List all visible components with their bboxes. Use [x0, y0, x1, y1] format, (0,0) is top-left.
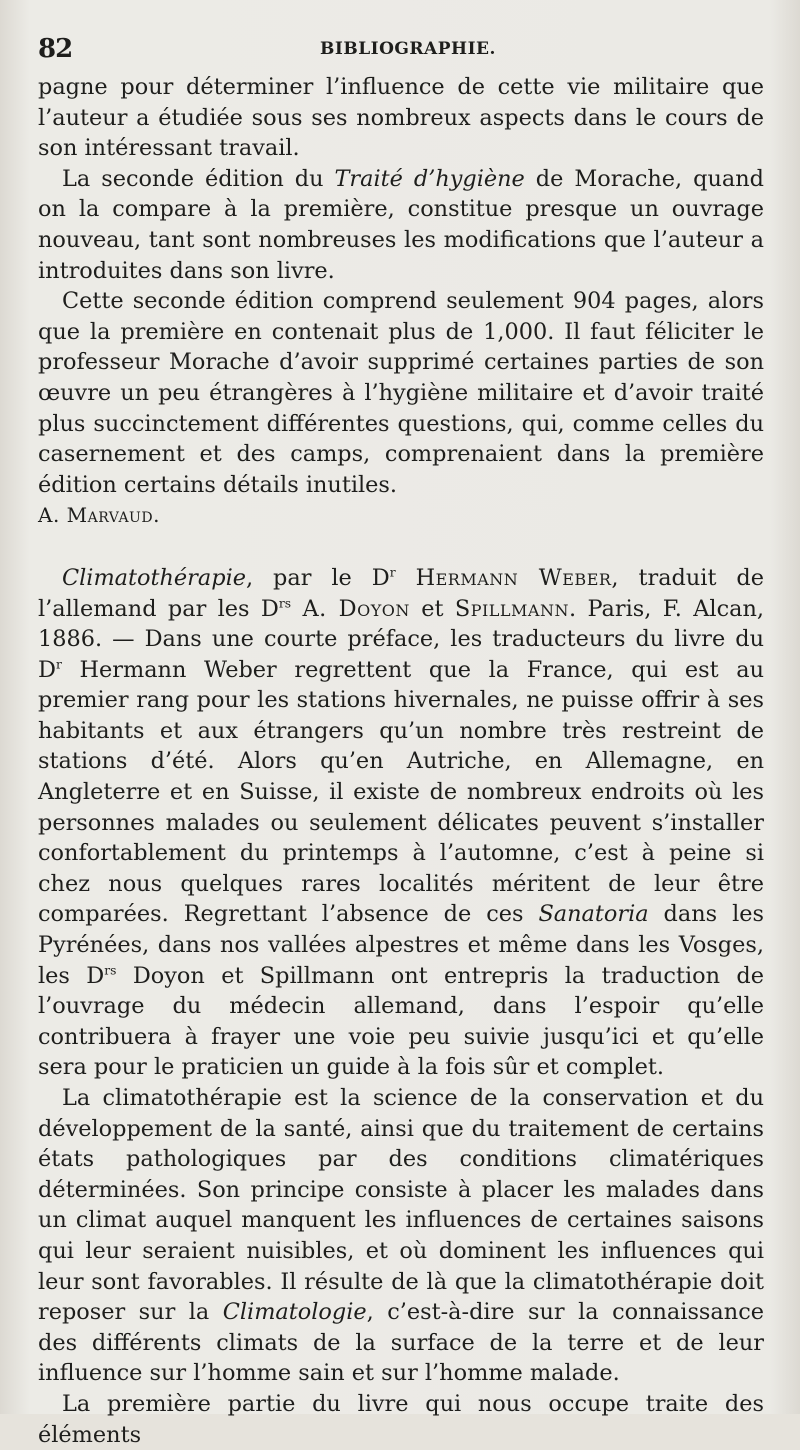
body-text [38, 72, 764, 1450]
translator-1: A. Doyon [302, 595, 410, 622]
review1-signature: A. Marvaud. [38, 503, 160, 528]
translator-2: Spillmann [454, 595, 569, 622]
review2-paragraph-3: La première partie du livre qui nous occupe traite des éléments [38, 1390, 764, 1448]
review1-paragraph-3: Cette seconde édition comprend seulement 904 pages, alors que la première en contenait plus de 1,000. Il faut féliciter le professeur Morache d’avoir supprimé certaines parties de son œuvre un peu étrangères à l’hygiène militaire et d’avoir traité plus succinctement différentes questions, qui, comme celles du casernement et des camps, comprenaient dans la première édition certains détails inutiles. [38, 288, 764, 498]
running-title: BIBLIOGRAPHIE. [320, 39, 496, 59]
term-climatologie: Climatologie [222, 1299, 367, 1326]
book-title-traite: Traité d’hygiène [334, 165, 525, 192]
author-name: Hermann Weber [415, 564, 612, 591]
page-number: 82 [38, 34, 73, 64]
review1-paragraph-1: pagne pour déterminer l’influence de cette vie militaire que l’auteur a étudiée sous ses nombreux aspects dans le cours de son intéressant travail. [38, 74, 764, 162]
review1-paragraph-2: La seconde édition du Traité d’hygiène de Morache, quand on la compare à la première, constitue presque un ouvrage nouveau, tant sont nombreuses les modifications que l’auteur a introduites dans son livre. [38, 165, 764, 284]
review-separator [38, 531, 764, 563]
review2-paragraph-2: La climatothérapie est la science de la conservation et du développement de la santé, ainsi que du traitement de certains états pathologiques par des conditions climatériques déterminées. Son principe consiste à placer les malades dans un climat auquel manquent les influences de certaines saisons qui leur seraient nuisibles, et où dominent les influences qui leur sont favorables. Il résulte de là que la climatothérapie doit reposer sur la Climatologie, c’est-à-dire sur la connaissance des différents climats de la surface de la terre et de leur influence sur l’homme sain et sur l’homme malade. [38, 1085, 764, 1387]
page-header [38, 34, 758, 66]
review2-paragraph-1: Climatothérapie, par le $D^r$ Hermann Weber, traduit de l’allemand par les $D^{rs}$ A. Doyon et Spillmann. Paris, F. Alcan, 1886. — Dans une courte préface, les traducteurs du livre du $D^r$ Hermann Weber regrettent que la France, qui est au premier rang pour les stations hivernales, ne puisse offrir à ses habitants et aux étrangers qu’un nombre très restreint de stations d’été. Alors qu’en Autriche, en Allemagne, en Angleterre et en Suisse, il existe de nombreux endroits où les personnes malades ou seulement délicates peuvent s’installer confortablement du printemps à l’automne, c’est à peine si chez nous quelques rares localités méritent de leur être comparées. Regrettant l’absence de ces Sanatoria dans les Pyrénées, dans nos vallées alpestres et même dans les Vosges, les $D^{rs}$ Doyon et Spillmann ont entrepris la traduction de l’ouvrage du médecin allemand, dans l’espoir qu’elle contribuera à frayer une voie peu suivie jusqu’ici et qu’elle sera pour le praticien un guide à la fois sûr et complet. [38, 564, 764, 1081]
term-sanatoria: Sanatoria [538, 901, 649, 928]
book-title-climatotherapie: Climatothérapie [62, 564, 246, 591]
